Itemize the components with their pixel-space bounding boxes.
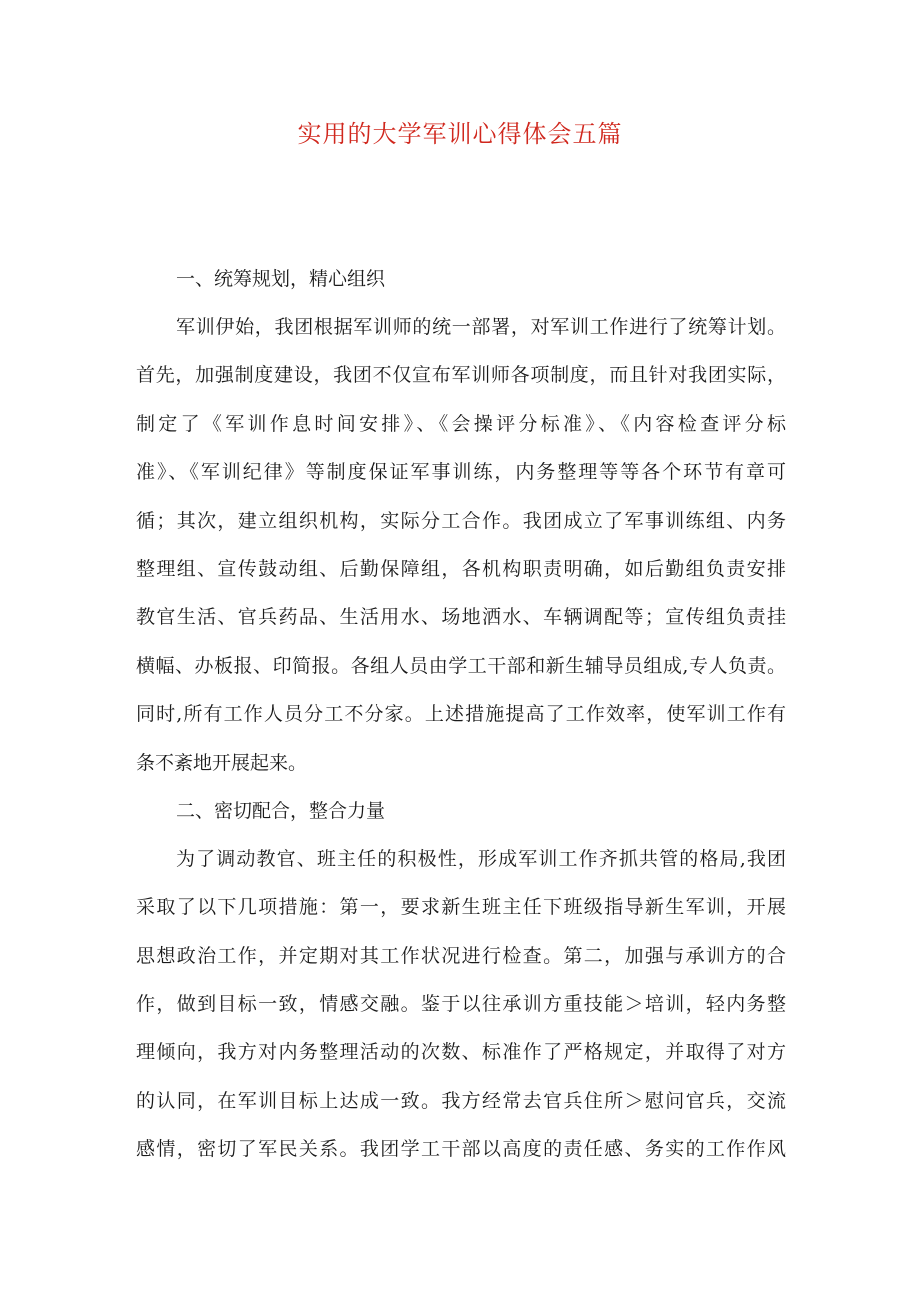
- paragraph-line: 思想政治工作，并定期对其工作状况进行检查。第二，加强与承训方的合: [136, 944, 786, 967]
- paragraph-line: 整理组、宣传鼓动组、后勤保障组，各机构职责明确，如后勤组负责安排: [136, 557, 786, 580]
- paragraph-line: 首先，加强制度建设，我团不仅宣布军训师各项制度，而且针对我团实际，: [136, 364, 786, 387]
- paragraph-line: 制定了《军训作息时间安排》、《会操评分标准》、《内容检查评分标: [136, 412, 786, 435]
- paragraph-line: 横幅、办板报、印简报。各组人员由学工干部和新生辅导员组成,专人负责。: [136, 654, 786, 677]
- paragraph: [136, 835, 786, 1174]
- document-body: [136, 255, 786, 1174]
- paragraph-line: 条不紊地开展起来。: [136, 751, 308, 774]
- section-heading: 二、密切配合，整合力量: [176, 799, 386, 822]
- paragraph-line: 的认同，在军训目标上达成一致。我方经常去官兵住所＞慰问官兵，交流: [136, 1089, 786, 1112]
- paragraph-line: 军训伊始，我团根据军训师的统一部署，对军训工作进行了统筹计划。: [176, 316, 786, 338]
- document-title: 实用的大学军训心得体会五篇: [297, 120, 623, 148]
- paragraph-line: 理倾向，我方对内务整理活动的次数、标准作了严格规定，并取得了对方: [136, 1041, 786, 1064]
- paragraph-line: 循；其次，建立组织机构，实际分工合作。我团成立了军事训练组、内务: [136, 509, 786, 532]
- paragraph-line: 采取了以下几项措施：第一，要求新生班主任下班级指导新生军训，开展: [136, 896, 786, 919]
- paragraph-line: 感情，密切了军民关系。我团学工干部以高度的责任感、务实的工作作风: [136, 1138, 786, 1161]
- paragraph-line: 准》、《军训纪律》等制度保证军事训练，内务整理等等各个环节有章可: [136, 461, 786, 484]
- paragraph: [136, 303, 786, 787]
- paragraph-line: 同时,所有工作人员分工不分家。上述措施提高了工作效率，使军训工作有: [136, 703, 786, 726]
- section-heading: 一、统筹规划，精心组织: [176, 268, 386, 290]
- paragraph-line: 教官生活、官兵药品、生活用水、场地洒水、车辆调配等；宣传组负责挂: [136, 606, 786, 629]
- paragraph-line: 作，做到目标一致，情感交融。鉴于以往承训方重技能＞培训，轻内务整: [136, 993, 786, 1016]
- paragraph-line: 为了调动教官、班主任的积极性，形成军训工作齐抓共管的格局,我团: [176, 847, 786, 870]
